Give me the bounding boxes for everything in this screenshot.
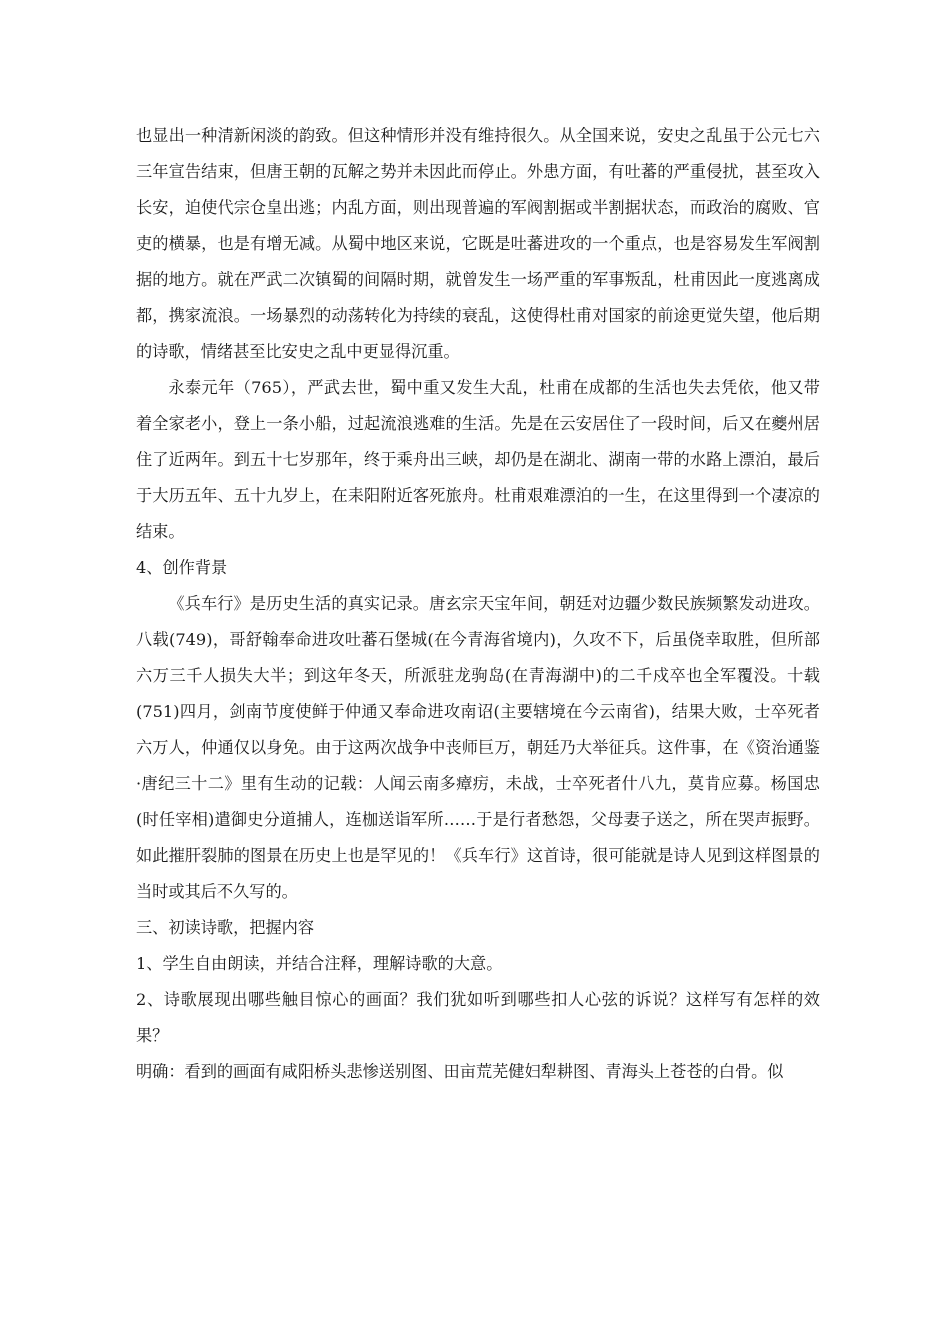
task-item-1: 1、学生自由朗读，并结合注释，理解诗歌的大意。 xyxy=(136,954,503,973)
document-page xyxy=(136,118,820,1090)
paragraph-bingchexing-background: 《兵车行》是历史生活的真实记录。唐玄宗天宝年间，朝廷对边疆少数民族频繁发动进攻。八载(749)，哥舒翰奉命进攻吐蕃石堡城(在今青海省境内)，久攻不下，后虽侥幸取胜，但所部六万三千人损失大半；到这年冬天，所派驻龙驹岛(在青海湖中)的二千戍卒也全军覆没。十载(751)四月，剑南节度使鲜于仲通又奉命进攻南诏(主要辖境在今云南省)，结果大败，士卒死者六万人，仲通仅以身免。由于这两次战争中丧师巨万，朝廷乃大举征兵。这件事，在《资治通鉴·唐纪三十二》里有生动的记载：人闻云南多瘴疠，未战，士卒死者什八九，莫肯应募。杨国忠(时任宰相)遣御史分道捕人，连枷送诣军所……于是行者愁怨，父母妻子送之，所在哭声振野。如此摧肝裂肺的图景在历史上也是罕见的！《兵车行》这首诗，很可能就是诗人见到这样图景的当时或其后不久写的。 xyxy=(136,594,820,901)
answer-clarification: 明确：看到的画面有咸阳桥头悲惨送别图、田亩荒芜健妇犁耕图、青海头上苍苍的白骨。似 xyxy=(136,1062,784,1081)
paragraph-yongtai-wandering: 永泰元年（765），严武去世，蜀中重又发生大乱，杜甫在成都的生活也失去凭依，他又带着全家老小，登上一条小船，过起流浪逃难的生活。先是在云安居住了一段时间，后又在夔州居住了近两年。到五十七岁那年，终于乘舟出三峡，却仍是在湖北、湖南一带的水路上漂泊，最后于大历五年、五十九岁上，在耒阳附近客死旅舟。杜甫艰难漂泊的一生，在这里得到一个凄凉的结束。 xyxy=(136,378,820,541)
task-item-2: 2、诗歌展现出哪些触目惊心的画面？我们犹如听到哪些扣人心弦的诉说？这样写有怎样的效果？ xyxy=(136,990,820,1045)
section-heading-background: 4、创作背景 xyxy=(136,558,228,577)
section-heading-first-reading: 三、初读诗歌，把握内容 xyxy=(136,918,315,937)
paragraph-anshi-aftermath: 也显出一种清新闲淡的韵致。但这种情形并没有维持很久。从全国来说，安史之乱虽于公元七六三年宣告结束，但唐王朝的瓦解之势并未因此而停止。外患方面，有吐蕃的严重侵扰，甚至攻入长安，迫使代宗仓皇出逃；内乱方面，则出现普遍的军阀割据或半割据状态，而政治的腐败、官吏的横暴，也是有增无减。从蜀中地区来说，它既是吐蕃进攻的一个重点，也是容易发生军阀割据的地方。就在严武二次镇蜀的间隔时期，就曾发生一场严重的军事叛乱，杜甫因此一度逃离成都，携家流浪。一场暴烈的动荡转化为持续的衰乱，这使得杜甫对国家的前途更觉失望，他后期的诗歌，情绪甚至比安史之乱中更显得沉重。 xyxy=(136,126,820,361)
